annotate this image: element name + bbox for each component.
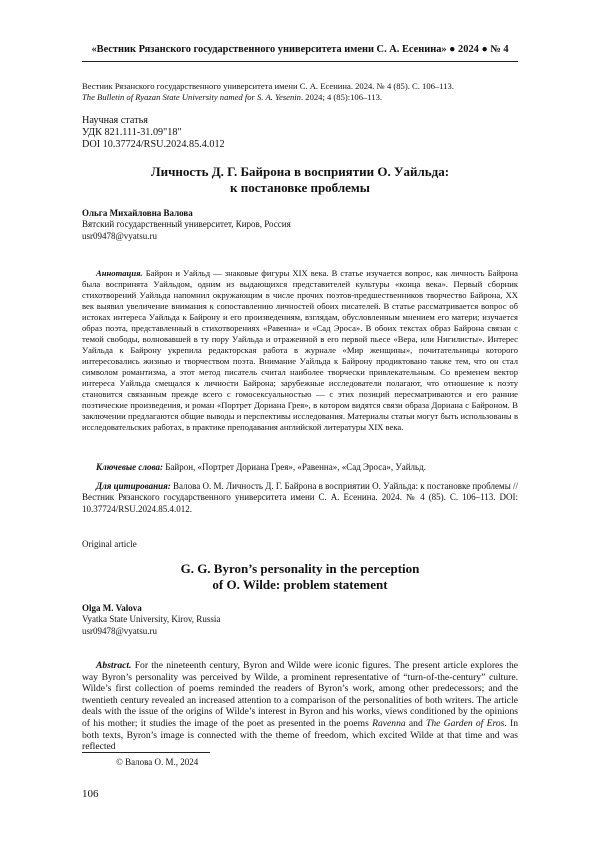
- author-affiliation-en: Vyatka State University, Kirov, Russia: [82, 614, 221, 625]
- cite-ru: [82, 481, 518, 515]
- footnote-rule: [82, 752, 210, 753]
- title-en-line1: G. G. Byron’s personality in the perception: [180, 561, 420, 576]
- abstract-en-and: and: [405, 717, 427, 729]
- abstract-ru-label: Аннотация.: [96, 268, 143, 278]
- doi: DOI 10.37724/RSU.2024.85.4.012: [82, 139, 225, 150]
- abstract-en: [82, 660, 518, 753]
- copyright-footnote: © Валова О. М., 2024: [116, 757, 199, 767]
- cite-ru-label: Для цитирования:: [96, 481, 171, 491]
- title-en-line2: of O. Wilde: problem statement: [212, 577, 388, 592]
- author-block-ru: [82, 208, 518, 242]
- article-type-en: Original article: [82, 539, 137, 549]
- keywords-ru-text: Байрон, «Портрет Дориана Грея», «Равенна», «Сад Эроса», Уайльд.: [162, 462, 426, 472]
- author-affiliation-ru: Вятский государственный университет, Киров, Россия: [82, 219, 291, 230]
- poem-title-garden-of-eros: The Garden of Eros: [426, 717, 505, 729]
- cite-ru-text: Валова О. М. Личность Д. Г. Байрона в восприятии О. Уайльда: к постановке проблемы // Вестник Рязанского государственного университета имени С. А. Есенина. 2024. № 4 (85). С. 106–113. DOI: 10.37724/RSU.2024.85.4.012.: [82, 481, 518, 514]
- title-ru-line2: к постановке проблемы: [230, 180, 370, 195]
- abstract-ru: [82, 268, 518, 433]
- author-email-en: usr09478@vyatsu.ru: [82, 625, 158, 636]
- citation-en: [82, 92, 518, 103]
- citation-en-journal: The Bulletin of Ryazan State University named for S. A. Yesenin: [82, 92, 301, 102]
- author-block-en: [82, 603, 518, 637]
- citation-ru: Вестник Рязанского государственного университета имени С. А. Есенина. 2024. № 4 (85). С. 106–113.: [82, 81, 454, 91]
- title-ru-line1: Личность Д. Г. Байрона в восприятии О. Уайльда:: [150, 164, 450, 179]
- article-meta: [82, 115, 518, 151]
- citation-info: [82, 81, 518, 103]
- author-email-ru: usr09478@vyatsu.ru: [82, 230, 158, 241]
- title-ru: [82, 164, 518, 196]
- abstract-en-label: Abstract.: [96, 660, 132, 671]
- author-name-en: Olga M. Valova: [82, 603, 142, 613]
- article-type: Научная статья: [82, 115, 148, 126]
- udk-code: УДК 821.111-31.09"18": [82, 127, 182, 138]
- page-number: 106: [82, 788, 99, 800]
- abstract-ru-text: Байрон и Уайльд — знаковые фигуры XIX века. В статье изучается вопрос, как личность Байрона была воспринята Уайльдом, одним из выдающихся представителей культуры «конца века». Первый сборник стихотворений Уайльда напомнил окружающим в числе прочих поэтов-предшественников творчество Байрона, XX век выявил увеличение внимания к сопоставлению личностей обоих писателей. В статье рассматривается вопрос об истоках интереса Уайльда к Байрону и его произведениям, взглядам, обусловленным мнением его матери; изучается образ поэта, представленный в стихотворениях «Равенна» и «Сад Эроса». В обоих текстах образ Байрона связан с темой свободы, волновавшей в ту пору Уайльда и отраженной в его первой пьесе «Вера, или Нигилисты». Интерес Уайльда к Байрону укрепила редакторская работа в журнале «Мир женщины», почитательницы которого интересовались жизнью и творчеством поэта. Внимание Уайльда к Байрону продиктовано также тем, что он стал символом романтизма, а этот метод писатель считал наиболее творчески привлекательным. Со временем вектор интереса Уайльда смещался к личности Байрона; зарубежные исследователи полагают, что отношение к поэту становится связанным прежде всего с гомосексуальностью — с этих позиций пересматриваются и его ранние поэтические произведения, и роман «Портрет Дориана Грея», в котором видятся связи образа Дориана с Байроном. В заключении предлагаются общие выводы и перспективы исследования. Материалы статьи могут быть использованы в исследовательских работах, в практике преподавания английской литературы XIX века.: [82, 268, 518, 432]
- keywords-ru-label: Ключевые слова:: [96, 462, 163, 472]
- running-head: «Вестник Рязанского государственного университета имени С. А. Есенина» ● 2024 ● № 4: [91, 44, 509, 55]
- author-name-ru: Ольга Михайловна Валова: [82, 208, 193, 218]
- abstract-en-text-1: For the nineteenth century, Byron and Wilde were iconic figures. The present article explores the way Byron’s personality was perceived by Wilde, a prominent representative of “turn-of-the-century” culture. Wilde’s first collection of poems reminded the readers of Byron’s work, among other predecessors; and the twentieth century revealed an increased attention to a comparison of the personalities of both writers. The article deals with the issue of the origins of Wilde’s interest in Byron and his works, views conditioned by the opinions of his mother; it studies the image of the poet as presented in the poems: [82, 660, 518, 729]
- keywords-ru: [82, 462, 518, 473]
- title-en: [82, 561, 518, 593]
- poem-title-ravenna: Ravenna: [372, 717, 406, 729]
- citation-en-issue: . 2024; 4 (85):106–113.: [300, 92, 383, 102]
- abstract-en-text-2: . In both texts, Byron’s image is connected with the theme of freedom, which excited Wilde at that time and was reflected: [82, 717, 518, 753]
- header-rule: [82, 61, 518, 62]
